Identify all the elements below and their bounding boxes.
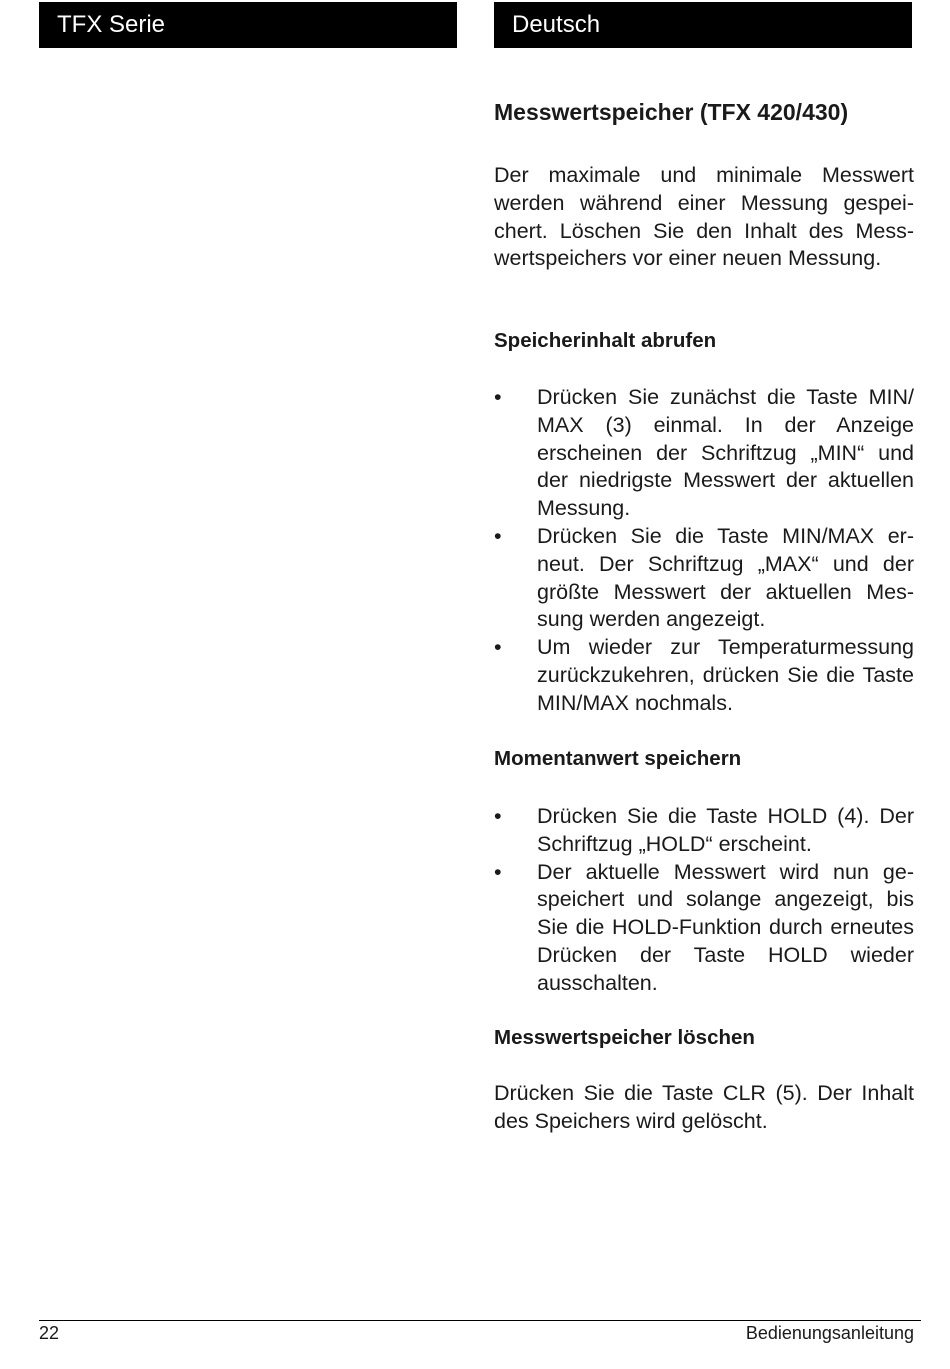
page-number: 22 [39,1323,60,1343]
bullet-icon: • [494,859,502,884]
footer-label: Bedienungsanleitung [745,1323,914,1343]
header-series-bar [39,2,457,48]
list-item-text: Um wieder zur Temperaturmessung zurückzukehren, drücken Sie die Taste MIN/MAX nochmals. [537,635,914,715]
recall-list [494,384,914,718]
bullet-icon: • [494,635,502,660]
bullet-icon: • [494,385,502,409]
header-series-label: TFX Serie [57,11,166,38]
list-item-text: Drücken Sie die Taste MIN/MAX erneut. Der Schriftzug „MAX“ und der größte Messwert der aktuellen Messung werden angezeigt. [537,523,914,632]
list-item [494,859,914,998]
list-item [494,803,914,859]
intro-paragraph: Der maximale und minimale Messwert werden während einer Messung gespeichert. Löschen Sie den Inhalt des Messwertspeichers vor einer neuen Messung. [494,163,914,271]
bullet-icon: • [494,523,502,548]
list-item-text: Der aktuelle Messwert wird nun gespeichert und solange angezeigt, bis Sie die HOLD-Funktion durch erneutes Drücken der Taste HOLD wieder ausschalten. [537,859,914,995]
hold-list [494,803,914,998]
clear-heading: Messwertspeicher löschen [494,1026,755,1049]
bullet-icon: • [494,804,502,828]
list-item [494,384,914,523]
hold-heading: Momentanwert speichern [494,747,742,770]
footer-divider [39,1320,921,1321]
list-item [494,523,914,634]
header-language-label: Deutsch [512,11,601,38]
list-item [494,634,914,717]
section-title: Messwertspeicher (TFX 420/430) [494,99,849,125]
list-item-text: Drücken Sie die Taste HOLD (4). Der Schriftzug „HOLD“ erscheint. [537,804,914,856]
recall-heading: Speicherinhalt abrufen [494,329,717,352]
list-item-text: Drücken Sie zunächst die Taste MIN/ MAX (3) einmal. In der Anzeige erscheinen der Schriftzug „MIN“ und der niedrigste Messwert der aktuellen Messung. [537,385,914,521]
header-language-bar [494,2,912,48]
clear-paragraph: Drücken Sie die Taste CLR (5). Der Inhalt des Speichers wird gelöscht. [494,1081,914,1133]
